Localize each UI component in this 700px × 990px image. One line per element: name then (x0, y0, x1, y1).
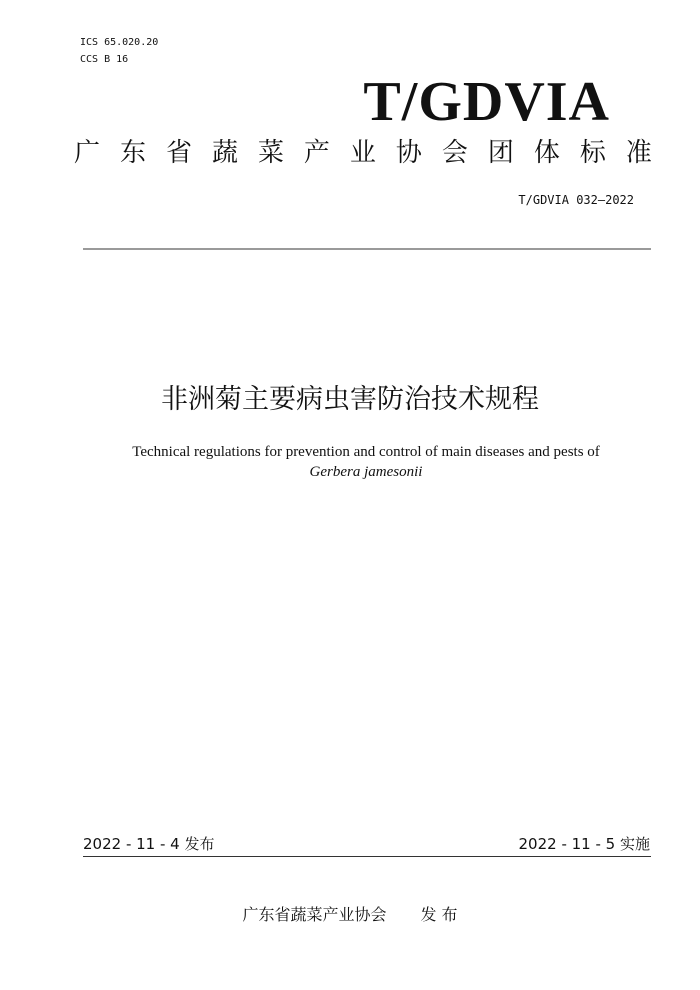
document-title-en (60, 442, 672, 482)
issue-date: 2022 - 11 - 4 发布 (83, 835, 215, 853)
title-en-species: Gerbera jamesonii (309, 464, 423, 480)
org-name-char: 协 (395, 138, 422, 168)
title-en-line: Technical regulations for prevention and control of main diseases and pests of (132, 444, 600, 460)
publisher-name: 广东省蔬菜产业协会 (242, 905, 387, 924)
org-name-char: 业 (349, 138, 376, 168)
publisher-line (0, 904, 700, 926)
ics-code: ICS 65.020.20 (80, 37, 159, 48)
document-title-cn: 非洲菊主要病虫害防治技术规程 (161, 384, 539, 415)
organization-code: T/GDVIA (363, 71, 610, 133)
org-name-char: 会 (441, 138, 468, 168)
footer-divider (83, 856, 651, 857)
org-name-char: 菜 (257, 138, 284, 168)
implementation-date: 2022 - 11 - 5 实施 (518, 835, 650, 853)
header-divider (83, 248, 651, 250)
org-name-char: 广 (74, 138, 101, 168)
org-name-char: 团 (487, 138, 514, 168)
publish-action: 发 布 (420, 905, 458, 924)
org-name-char: 准 (625, 138, 652, 168)
org-name-char: 产 (303, 138, 330, 168)
ccs-code: CCS B 16 (80, 54, 129, 65)
org-name-char: 标 (579, 138, 606, 168)
org-name-char: 省 (165, 138, 192, 168)
org-name-char: 体 (533, 138, 560, 168)
organization-standard-title (74, 136, 652, 170)
classification-codes (80, 34, 158, 68)
org-name-char: 东 (119, 138, 146, 168)
standard-number: T/GDVIA 032—2022 (518, 193, 634, 207)
org-name-char: 蔬 (211, 138, 238, 168)
